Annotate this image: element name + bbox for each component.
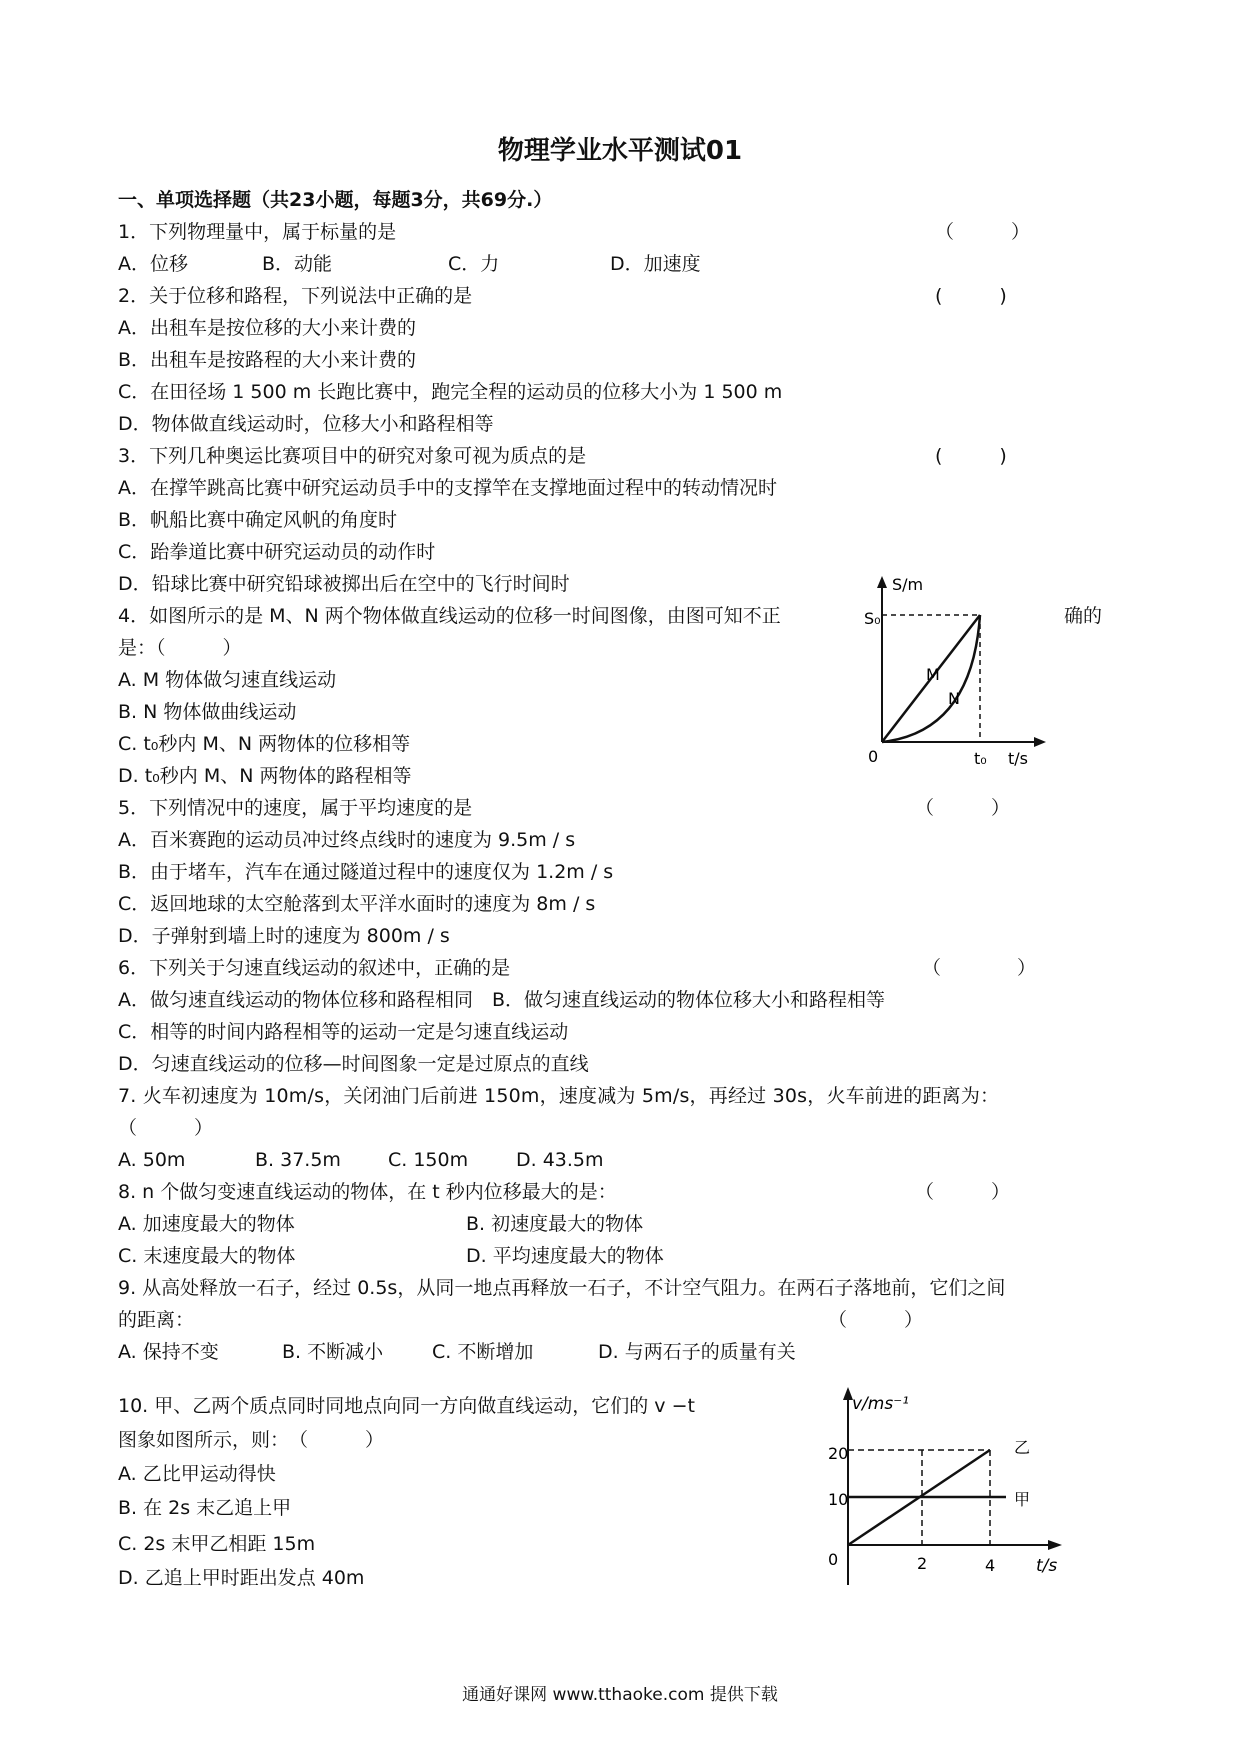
q2-option-c: C．在田径场 1 500 m 长跑比赛中，跑完全程的运动员的位移大小为 1 500 m [118,381,783,403]
q10-stem-line1: 10. 甲、乙两个质点同时同地点向同一方向做直线运动，它们的 v −t [118,1395,695,1417]
q7-option-c: C. 150m [388,1149,469,1171]
q8-option-c: C. 末速度最大的物体 [118,1245,296,1267]
q3-option-b: B．帆船比赛中确定风帆的角度时 [118,509,398,531]
q10-option-a: A. 乙比甲运动得快 [118,1463,276,1485]
q10-yi-label: 乙 [1014,1438,1031,1457]
q10-jia-label: 甲 [1014,1490,1031,1509]
q1-answer-paren: （ ） [935,221,1031,243]
q4-x-axis-label: t/s [1008,749,1028,768]
q4-x-arrow-icon [1034,737,1046,747]
q4-stem-tail: 确的 [1064,605,1103,627]
q10-option-b: B. 在 2s 末乙追上甲 [118,1497,292,1519]
q6-options-ab: A．做匀速直线运动的物体位移和路程相同 B．做匀速直线运动的物体位移大小和路程相等 [118,989,886,1011]
q10-option-d: D. 乙追上甲时距出发点 40m [118,1567,365,1589]
q1-option-c: C．力 [448,253,500,275]
q2-option-d: D．物体做直线运动时，位移大小和路程相等 [118,413,494,435]
q10-velocity-time-graph [818,1385,1068,1600]
q10-y-axis-label: v/ms⁻¹ [852,1394,909,1414]
q1-option-b: B．动能 [262,253,333,275]
q9-stem-line2: 的距离： [118,1309,195,1331]
q8-answer-paren: （ ） [915,1181,1011,1203]
q4-m-label: M [926,665,940,684]
q3-answer-paren: ( ) [935,445,1007,467]
q4-origin-label: 0 [868,747,879,766]
q9-option-c: C. 不断增加 [432,1341,534,1363]
page-title: 物理学业水平测试01 [497,136,743,166]
q4-stem-line2: 是：（ ） [118,637,242,659]
q10-x-tick-4: 4 [985,1556,996,1575]
q5-option-d: D．子弹射到墙上时的速度为 800m / s [118,925,450,947]
q10-option-c: C. 2s 末甲乙相距 15m [118,1533,316,1555]
q3-option-d: D．铅球比赛中研究铅球被掷出后在空中的飞行时间时 [118,573,570,595]
q7-option-d: D. 43.5m [516,1149,604,1171]
q10-x-axis-label: t/s [1036,1556,1058,1576]
q2-option-b: B．出租车是按路程的大小来计费的 [118,349,417,371]
q4-option-d: D. t₀秒内 M、N 两物体的路程相等 [118,765,412,787]
q1-stem: 1．下列物理量中，属于标量的是 [118,221,397,243]
q3-stem: 3．下列几种奥运比赛项目中的研究对象可视为质点的是 [118,445,587,467]
q9-answer-paren: （ ） [828,1309,924,1331]
q2-stem: 2．关于位移和路程，下列说法中正确的是 [118,285,473,307]
q3-option-a: A．在撑竿跳高比赛中研究运动员手中的支撑竿在支撑地面过程中的转动情况时 [118,477,777,499]
q10-stem-line2: 图象如图所示，则： （ ） [118,1429,385,1451]
q7-option-b: B. 37.5m [255,1149,341,1171]
q9-option-a: A. 保持不变 [118,1341,219,1363]
q4-option-a: A. M 物体做匀速直线运动 [118,669,337,691]
q9-stem-line1: 9. 从高处释放一石子，经过 0.5s，从同一地点再释放一石子，不计空气阻力。在两石子落地前，它们之间 [118,1277,1006,1299]
q5-option-c: C．返回地球的太空舱落到太平洋水面时的速度为 8m / s [118,893,596,915]
page-footer: 通通好课网 www.tthaoke.com 提供下载 [462,1685,778,1705]
q5-stem: 5．下列情况中的速度，属于平均速度的是 [118,797,473,819]
q8-option-d: D. 平均速度最大的物体 [466,1245,664,1267]
q10-x-tick-2: 2 [917,1554,928,1573]
q4-t0-label: t₀ [974,749,987,768]
q7-option-a: A. 50m [118,1149,186,1171]
q4-y-axis-label: S/m [892,575,924,594]
q10-origin-label: 0 [828,1550,839,1569]
q6-option-c: C．相等的时间内路程相等的运动一定是匀速直线运动 [118,1021,569,1043]
q4-y-arrow-icon [877,576,887,588]
q4-displacement-time-graph [862,572,1052,772]
q4-option-b: B. N 物体做曲线运动 [118,701,297,723]
q8-option-b: B. 初速度最大的物体 [466,1213,644,1235]
q2-option-a: A．出租车是按位移的大小来计费的 [118,317,416,339]
q4-stem-line1: 4．如图所示的是 M、N 两个物体做直线运动的位移一时间图像，由图可知不正 [118,605,781,627]
q10-y-tick-20: 20 [828,1444,849,1463]
q7-answer-paren: （ ） [118,1117,214,1139]
q1-option-a: A．位移 [118,253,188,275]
section-heading: 一、单项选择题（共23小题，每题3分，共69分.） [118,189,553,211]
q6-stem: 6．下列关于匀速直线运动的叙述中，正确的是 [118,957,511,979]
q1-option-d: D．加速度 [610,253,701,275]
q9-option-d: D. 与两石子的质量有关 [598,1341,796,1363]
q8-option-a: A. 加速度最大的物体 [118,1213,295,1235]
q6-answer-paren: （ ） [922,957,1037,979]
q10-x-arrow-icon [1048,1540,1062,1550]
q10-y-tick-10: 10 [828,1490,849,1509]
q5-answer-paren: （ ） [915,797,1011,819]
q9-option-b: B. 不断减小 [282,1341,384,1363]
q8-stem: 8. n 个做匀变速直线运动的物体，在 t 秒内位移最大的是： [118,1181,617,1203]
q6-option-d: D．匀速直线运动的位移—时间图象一定是过原点的直线 [118,1053,589,1075]
q4-n-label: N [948,689,960,708]
q4-s0-label: S₀ [864,609,881,628]
q5-option-a: A．百米赛跑的运动员冲过终点线时的速度为 9.5m / s [118,829,576,851]
q3-option-c: C．跆拳道比赛中研究运动员的动作时 [118,541,436,563]
q2-answer-paren: ( ) [935,285,1007,307]
q5-option-b: B．由于堵车，汽车在通过隧道过程中的速度仅为 1.2m / s [118,861,614,883]
q4-option-c: C. t₀秒内 M、N 两物体的位移相等 [118,733,411,755]
q7-stem: 7. 火车初速度为 10m/s，关闭油门后前进 150m，速度减为 5m/s，再经过 30s，火车前进的距离为： [118,1085,1000,1107]
